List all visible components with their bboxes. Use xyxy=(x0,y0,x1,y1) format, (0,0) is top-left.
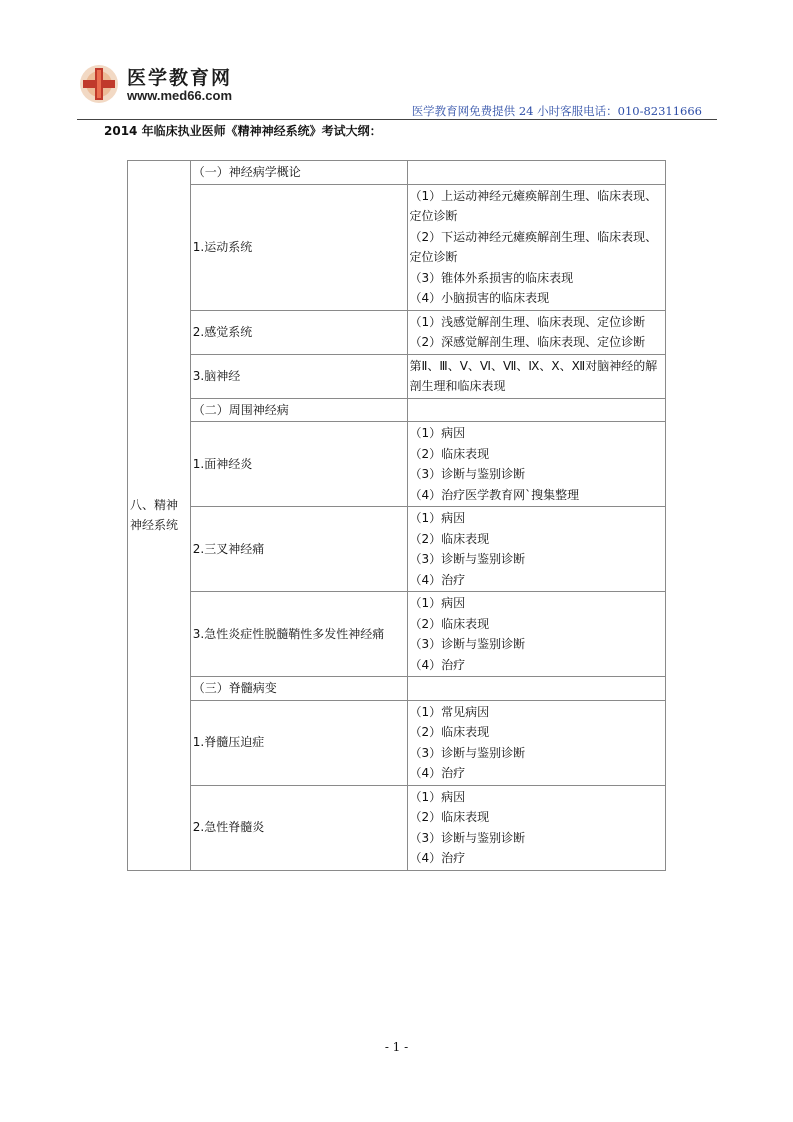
topic-cell: 2.感觉系统 xyxy=(190,310,407,354)
header-divider xyxy=(77,119,717,120)
topic-cell: 1.面神经炎 xyxy=(190,422,407,507)
content-cell xyxy=(407,592,665,677)
table-row xyxy=(128,354,666,398)
content-item: （2）临床表现 xyxy=(409,446,490,461)
content-item: （3）诊断与鉴别诊断 xyxy=(409,830,526,845)
content-cell xyxy=(407,507,665,592)
topic-cell: 3.脑神经 xyxy=(190,354,407,398)
section-cell: 八、精神神经系统 xyxy=(128,161,191,871)
table-row xyxy=(128,677,666,701)
content-item: （2）深感觉解剖生理、临床表现、定位诊断 xyxy=(409,335,646,349)
category-cell: （二）周围神经病 xyxy=(190,398,407,422)
table-row xyxy=(128,422,666,507)
content-item: （2）临床表现 xyxy=(409,531,490,546)
document-title: 2014 年临床执业医师《精神神经系统》考试大纲： xyxy=(104,124,382,138)
content-cell xyxy=(407,310,665,354)
header-info: 医学教育网免费提供 24 小时客服电话：010-82311666 xyxy=(411,104,702,118)
topic-cell: 1.运动系统 xyxy=(190,184,407,310)
content-item: （3）锥体外系损害的临床表现 xyxy=(409,270,574,285)
content-item: （1）病因 xyxy=(409,789,466,804)
content-item: （2）临床表现 xyxy=(409,725,490,739)
content-item: （4）治疗 xyxy=(409,766,466,780)
content-cell xyxy=(407,422,665,507)
content-cell xyxy=(407,184,665,310)
site-logo xyxy=(77,60,255,110)
content-item: （4）治疗医学教育网`搜集整理 xyxy=(409,487,580,502)
content-item: （4）小脑损害的临床表现 xyxy=(409,291,550,305)
content-cell xyxy=(407,398,665,422)
table-row xyxy=(128,700,666,785)
content-item: （1）上运动神经元瘫痪解剖生理、临床表现、定位诊断 xyxy=(409,188,658,223)
category-cell: （三）脊髓病变 xyxy=(190,677,407,701)
content-item: （1）病因 xyxy=(409,596,466,610)
content-cell xyxy=(407,677,665,701)
table-row xyxy=(128,507,666,592)
content-item: （2）临床表现 xyxy=(409,810,490,824)
content-cell xyxy=(407,700,665,785)
content-item: （1）病因 xyxy=(409,426,466,440)
content-item: （3）诊断与鉴别诊断 xyxy=(409,467,526,481)
content-cell xyxy=(407,785,665,870)
content-item: （1）浅感觉解剖生理、临床表现、定位诊断 xyxy=(409,314,646,329)
table-row xyxy=(128,161,666,185)
syllabus-table xyxy=(127,160,666,871)
logo-title: 医学教育网 xyxy=(127,67,233,89)
table-row xyxy=(128,398,666,422)
logo-url: www.med66.com xyxy=(127,88,232,103)
table-row xyxy=(128,592,666,677)
content-item: （4）治疗 xyxy=(409,657,466,672)
category-cell: （一）神经病学概论 xyxy=(190,161,407,185)
content-item: （4）治疗 xyxy=(409,851,466,865)
logo-cross-icon xyxy=(77,62,123,106)
topic-cell: 2.急性脊髓炎 xyxy=(190,785,407,870)
content-item: （1）病因 xyxy=(409,511,466,525)
content-cell xyxy=(407,161,665,185)
content-item: （3）诊断与鉴别诊断 xyxy=(409,552,526,566)
content-cell xyxy=(407,354,665,398)
table-row xyxy=(128,184,666,310)
content-item: （2）下运动神经元瘫痪解剖生理、临床表现、定位诊断 xyxy=(409,229,658,264)
table-row xyxy=(128,310,666,354)
topic-cell: 1.脊髓压迫症 xyxy=(190,700,407,785)
content-item: （3）诊断与鉴别诊断 xyxy=(409,637,526,651)
topic-cell: 2.三叉神经痛 xyxy=(190,507,407,592)
content-item: （2）临床表现 xyxy=(409,616,490,631)
content-item: （1）常见病因 xyxy=(409,704,490,719)
page-number: - 1 - xyxy=(384,1040,409,1054)
table-row xyxy=(128,785,666,870)
content-item: （4）治疗 xyxy=(409,572,466,587)
content-item: 第Ⅱ、Ⅲ、Ⅴ、Ⅵ、Ⅶ、Ⅸ、X、Ⅻ对脑神经的解剖生理和临床表现 xyxy=(409,358,658,393)
content-item: （3）诊断与鉴别诊断 xyxy=(409,745,526,760)
topic-cell: 3.急性炎症性脱髓鞘性多发性神经痛 xyxy=(190,592,407,677)
